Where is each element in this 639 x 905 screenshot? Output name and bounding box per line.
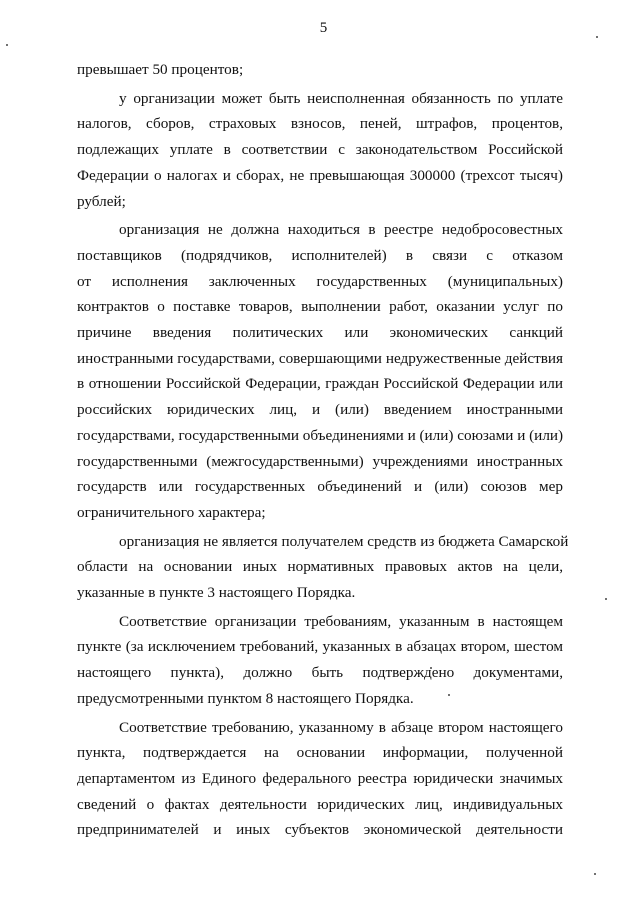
text-line: поставщиков (подрядчиков, исполнителей) в связи с отказом [77,246,563,264]
text-line: области на основании иных нормативных правовых актов на цели, [77,558,563,576]
text-line: государств или государственных объединений и (или) союзов мер [77,478,563,496]
text-line: указанные в пункте 3 настоящего Порядка. [77,584,356,602]
text-line: предусмотренными пунктом 8 настоящего Порядка. [77,689,414,707]
text-line: российских юридических лиц, и (или) введением иностранными [77,401,563,419]
document-body [77,57,569,843]
text-line: Соответствие организации требованиям, указанным в настоящем [119,612,563,630]
paragraph [77,529,569,606]
paragraph [77,86,563,215]
text-line: организация не должна находиться в реестре недобросовестных [119,221,563,239]
paragraph [77,217,563,525]
scan-speck [6,44,8,46]
text-line: Соответствие требованию, указанному в абзаце втором настоящего [119,718,563,736]
text-line: государствами, государственными объединениями и (или) союзами и (или) [77,426,564,444]
text-line: рублей; [77,192,126,210]
text-line: сведений о фактах деятельности юридических лиц, индивидуальных [77,795,563,813]
text-line: предпринимателей и иных субъектов экономической деятельности [77,821,563,839]
text-line: ограничительного характера; [77,503,266,521]
paragraph [77,609,563,712]
text-line: контрактов о поставке товаров, выполнении работ, оказании услуг по [77,298,563,316]
paragraph [77,57,563,83]
scan-speck [605,598,607,600]
page-number: 5 [319,20,328,36]
text-line: причине введения политических или экономических санкций [77,324,563,342]
text-line: департаментом из Единого федерального реестра юридически значимых [77,769,563,787]
text-line: подлежащих уплате в соответствии с законодательством Российской [77,141,563,159]
text-line: пункта, подтверждается на основании информации, полученной [77,744,563,762]
paragraph [77,715,563,844]
text-line: налогов, сборов, страховых взносов, пеней, штрафов, процентов, [77,115,563,133]
scan-speck [594,873,596,875]
text-line: государственными (межгосударственными) учреждениями иностранных [77,452,563,470]
text-line: организация не является получателем средств из бюджета Самарской [119,532,569,550]
text-line: в отношении Российской Федерации, граждан Российской Федерации или [77,375,563,393]
text-line: иностранными государствами, совершающими недружественные действия [77,349,563,367]
text-line: превышает 50 процентов; [77,61,244,78]
text-line: пункте (за исключением требований, указанных в абзацах втором, шестом [77,638,563,656]
text-line: у организации может быть неисполненная обязанность по уплате [119,89,563,107]
text-line: Федерации о налогах и сборах, не превышающая 300000 (трехсот тысяч) [77,166,563,184]
text-line: от исполнения заключенных государственных (муниципальных) [77,272,563,290]
text-line: настоящего пункта), должно быть подтверждено документами, [77,664,563,682]
